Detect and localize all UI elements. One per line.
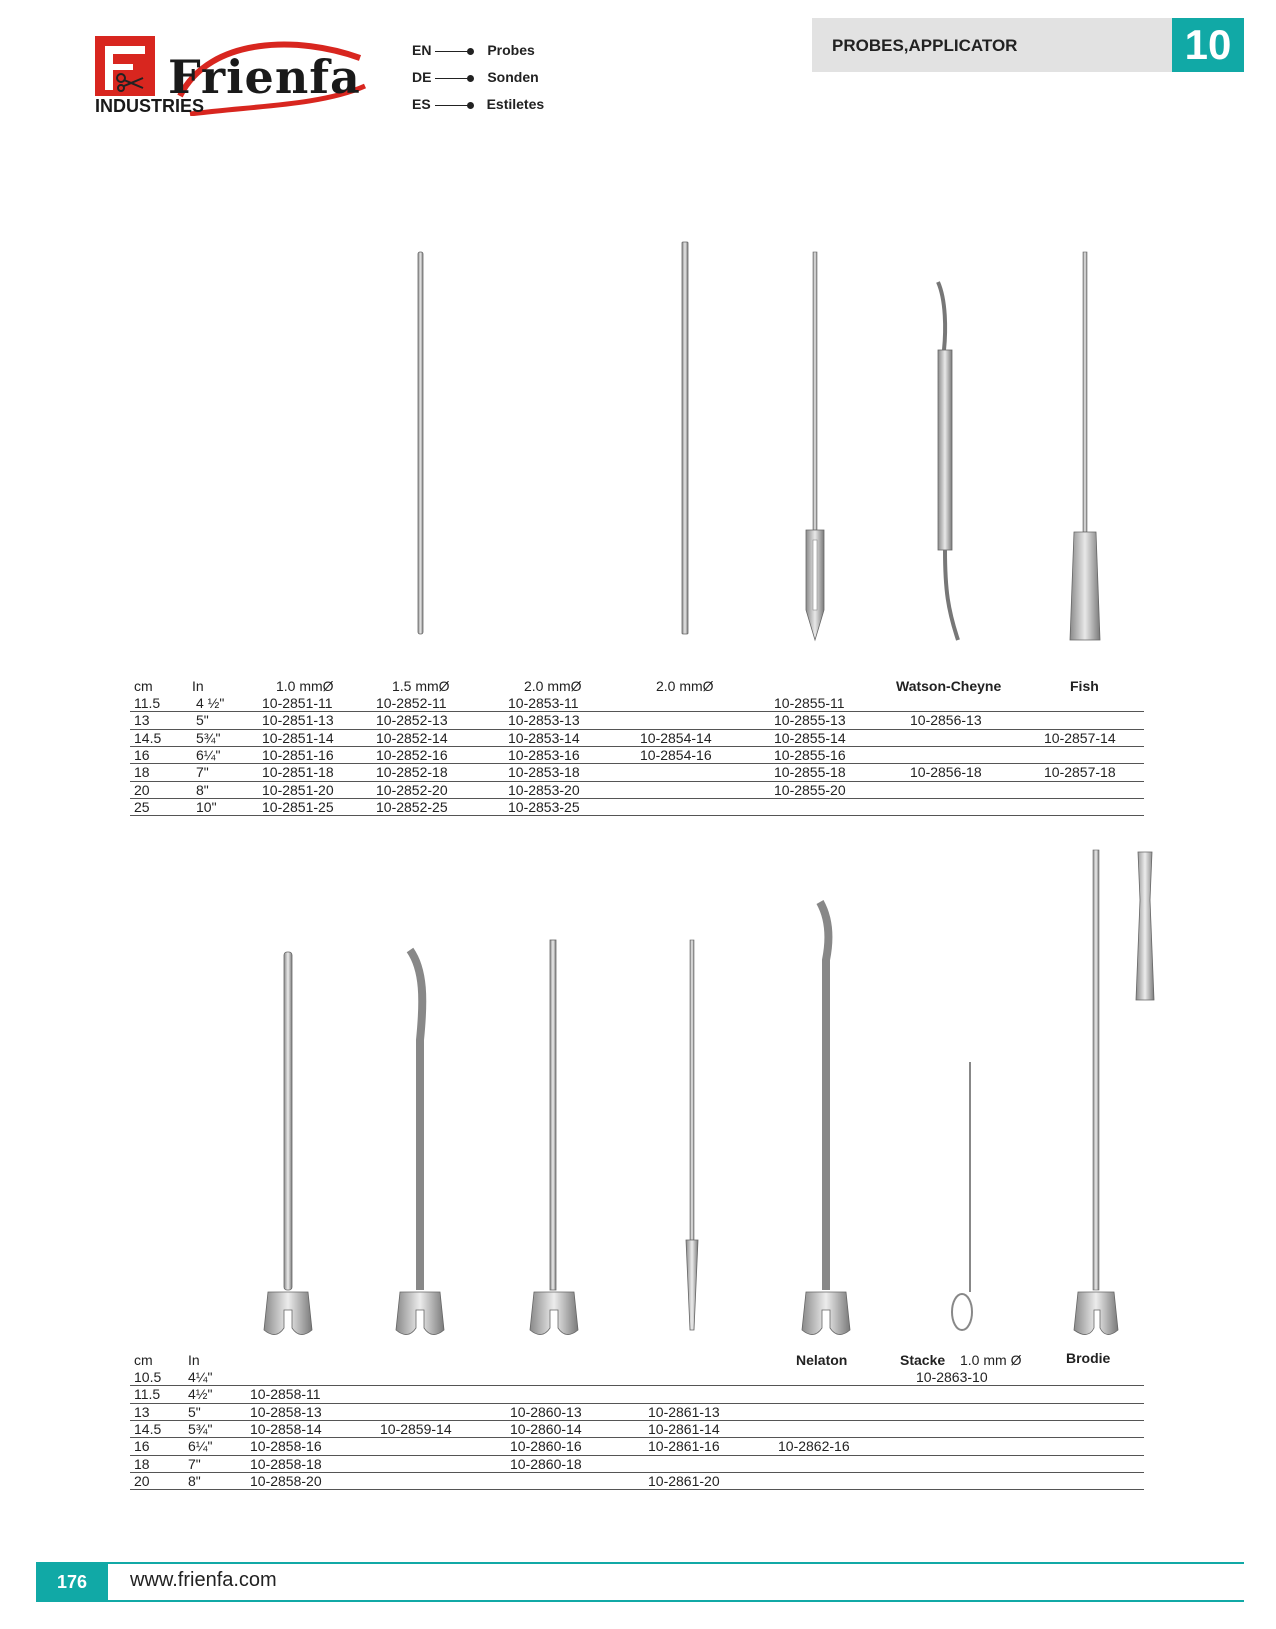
cell-code: 10-2860-13 xyxy=(510,1403,582,1420)
cell-code: 10-2861-16 xyxy=(648,1438,720,1455)
cell-code: 10-2852-18 xyxy=(376,764,448,781)
cell-code: 10-2855-14 xyxy=(774,729,846,746)
cell-code: 10-2857-18 xyxy=(1044,764,1116,781)
cell-code: 10-2855-20 xyxy=(774,781,846,798)
row-divider xyxy=(130,1455,1144,1456)
lang-label: Estiletes xyxy=(486,96,545,112)
cell-in: 5¾" xyxy=(196,729,221,746)
cell-cm: 25 xyxy=(134,798,150,815)
cell-cm: 14.5 xyxy=(134,729,162,746)
lang-label: Probes xyxy=(487,42,535,58)
cell-code: 10-2854-14 xyxy=(640,729,712,746)
cell-code: 10-2855-16 xyxy=(774,746,846,763)
cell-code: 10-2852-13 xyxy=(376,712,448,729)
cell-in: 4 ½" xyxy=(196,695,225,711)
col-header-in: In xyxy=(188,1352,200,1368)
col-header-2mm-b: 2.0 mmØ xyxy=(656,678,714,694)
cell-code: 10-2851-20 xyxy=(262,781,334,798)
cell-in: 7" xyxy=(188,1455,201,1472)
cell-code: 10-2854-16 xyxy=(640,746,712,763)
cell-code: 10-2853-18 xyxy=(508,764,580,781)
cell-in: 5¾" xyxy=(188,1420,213,1437)
cell-code: 10-2853-16 xyxy=(508,746,580,763)
lang-code: DE xyxy=(412,69,432,85)
cell-code: 10-2852-20 xyxy=(376,781,448,798)
footer-line-bottom xyxy=(36,1600,1244,1602)
col-header-1mm: 1.0 mmØ xyxy=(276,678,334,694)
cell-code: 10-2859-14 xyxy=(380,1420,452,1437)
footer-line-top xyxy=(36,1562,1244,1564)
cell-code: 10-2857-14 xyxy=(1044,729,1116,746)
cell-code: 10-2860-18 xyxy=(510,1455,582,1472)
cell-in: 5" xyxy=(196,712,209,729)
col-header-cm: cm xyxy=(134,1352,153,1368)
lang-label: Sonden xyxy=(487,69,539,85)
cell-cm: 11.5 xyxy=(134,1386,161,1403)
col-header-stacke-size: 1.0 mm Ø xyxy=(960,1352,1022,1368)
cell-cm: 18 xyxy=(134,1455,150,1472)
brand-subtitle: INDUSTRIES xyxy=(95,96,205,116)
cell-code: 10-2861-14 xyxy=(648,1420,720,1437)
cell-code: 10-2861-13 xyxy=(648,1403,720,1420)
page-number: 176 xyxy=(36,1564,108,1600)
cell-code: 10-2858-16 xyxy=(250,1438,322,1455)
cell-code: 10-2856-13 xyxy=(910,712,982,729)
col-header-stacke: Stacke xyxy=(900,1352,946,1368)
row-divider xyxy=(130,1489,1144,1490)
cell-in: 10" xyxy=(196,798,217,815)
website-link[interactable]: www.frienfa.com xyxy=(130,1569,277,1591)
cell-code: 10-2860-14 xyxy=(510,1420,582,1437)
cell-code: 10-2860-16 xyxy=(510,1438,582,1455)
cell-code: 10-2851-25 xyxy=(262,798,334,815)
row-divider xyxy=(130,1385,1144,1386)
col-header-15mm: 1.5 mmØ xyxy=(392,678,450,694)
col-header-watson-cheyne: Watson-Cheyne xyxy=(896,678,1002,694)
cell-in: 8" xyxy=(188,1472,201,1489)
cell-code: 10-2862-16 xyxy=(778,1438,850,1455)
cell-code: 10-2853-20 xyxy=(508,781,580,798)
stacke-code: 10-2863-10 xyxy=(916,1369,988,1385)
cell-code: 10-2855-11 xyxy=(774,695,845,711)
cell-cm: 16 xyxy=(134,746,150,763)
cell-code: 10-2858-14 xyxy=(250,1420,322,1437)
cell-code: 10-2853-14 xyxy=(508,729,580,746)
cell-code: 10-2852-11 xyxy=(376,695,447,711)
cell-in: 8" xyxy=(196,781,209,798)
cell-in: 4¼" xyxy=(188,1369,213,1385)
cell-code: 10-2853-25 xyxy=(508,798,580,815)
cell-code: 10-2852-16 xyxy=(376,746,448,763)
cell-code: 10-2856-18 xyxy=(910,764,982,781)
cell-code: 10-2855-18 xyxy=(774,764,846,781)
cell-cm: 11.5 xyxy=(134,695,161,711)
cell-code: 10-2853-11 xyxy=(508,695,579,711)
cell-code: 10-2851-18 xyxy=(262,764,334,781)
cell-cm: 13 xyxy=(134,712,150,729)
row-divider xyxy=(130,1472,1144,1473)
cell-code: 10-2851-14 xyxy=(262,729,334,746)
cell-in: 7" xyxy=(196,764,209,781)
cell-code: 10-2852-14 xyxy=(376,729,448,746)
cell-cm: 16 xyxy=(134,1438,150,1455)
col-header-in: In xyxy=(192,678,204,694)
col-header-2mm: 2.0 mmØ xyxy=(524,678,582,694)
col-header-brodie: Brodie xyxy=(1066,1350,1111,1366)
cell-in: 5" xyxy=(188,1403,201,1420)
category-title: PROBES,APPLICATOR xyxy=(832,36,1018,55)
cell-code: 10-2858-13 xyxy=(250,1403,322,1420)
cell-code: 10-2861-20 xyxy=(648,1472,720,1489)
cell-cm: 10.5 xyxy=(134,1369,162,1385)
cell-cm: 18 xyxy=(134,764,150,781)
lang-code: ES xyxy=(412,96,431,112)
cell-cm: 13 xyxy=(134,1403,150,1420)
cell-in: 6¼" xyxy=(196,746,221,763)
cell-code: 10-2858-18 xyxy=(250,1455,322,1472)
cell-in: 6¼" xyxy=(188,1438,213,1455)
col-header-fish: Fish xyxy=(1070,678,1099,694)
cell-code: 10-2851-11 xyxy=(262,695,333,711)
lang-code: EN xyxy=(412,42,432,58)
col-header-nelaton: Nelaton xyxy=(796,1352,848,1368)
cell-code: 10-2858-20 xyxy=(250,1472,322,1489)
row-divider xyxy=(130,1437,1144,1438)
cell-code: 10-2858-11 xyxy=(250,1386,321,1403)
row-divider xyxy=(130,1420,1144,1421)
col-header-cm: cm xyxy=(134,678,153,694)
category-number: 10 xyxy=(1172,18,1244,72)
cell-code: 10-2851-13 xyxy=(262,712,334,729)
cell-in: 4½" xyxy=(188,1386,213,1403)
cell-cm: 14.5 xyxy=(134,1420,162,1437)
cell-code: 10-2852-25 xyxy=(376,798,448,815)
cell-cm: 20 xyxy=(134,1472,150,1489)
cell-code: 10-2853-13 xyxy=(508,712,580,729)
cell-code: 10-2851-16 xyxy=(262,746,334,763)
cell-code: 10-2855-13 xyxy=(774,712,846,729)
cell-cm: 20 xyxy=(134,781,150,798)
row-divider xyxy=(130,1403,1144,1404)
brand-name: Frienfa xyxy=(168,50,361,104)
